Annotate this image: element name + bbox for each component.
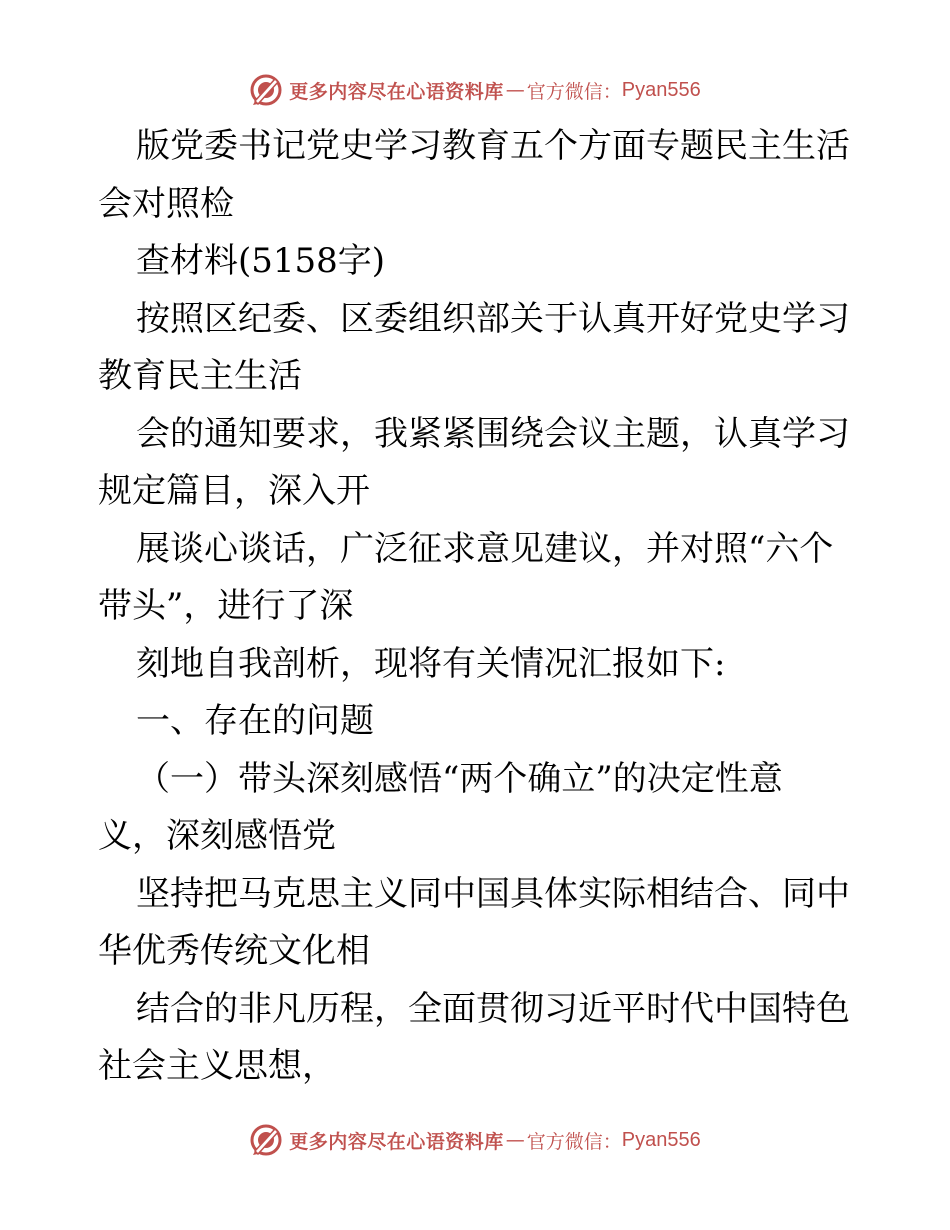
text-line: 坚持把马克思主义同中国具体实际相结合、同中 xyxy=(136,873,850,914)
document-body xyxy=(98,118,858,1096)
watermark-main-text: 更多内容尽在心语资料库 xyxy=(289,80,504,103)
text-line: 按照区纪委、区委组织部关于认真开好党史学习 xyxy=(136,298,850,339)
watermark-wechat-label: 官方微信： xyxy=(526,80,622,103)
pen-logo-icon xyxy=(249,1123,283,1157)
text-line: 会对照检 xyxy=(98,183,234,224)
text-line: 华优秀传统文化相 xyxy=(98,931,370,971)
watermark-wechat-id: Pyan556 xyxy=(621,78,701,101)
text-line: 社会主义思想， xyxy=(98,1046,336,1086)
text-line: 义，深刻感悟党 xyxy=(98,816,336,856)
watermark-dash: — xyxy=(505,79,525,101)
watermark-wechat-label: 官方微信： xyxy=(526,1130,622,1153)
watermark-wechat-id: Pyan556 xyxy=(621,1128,701,1151)
text-line: 带头”，进行了深 xyxy=(98,586,354,626)
watermark-main-text: 更多内容尽在心语资料库 xyxy=(289,1130,504,1153)
text-line: 查材料(5158字) xyxy=(136,241,386,281)
text-line: 会的通知要求，我紧紧围绕会议主题，认真学习 xyxy=(136,413,850,454)
text-line: 版党委书记党史学习教育五个方面专题民主生活 xyxy=(136,126,850,166)
text-line: （一）带头深刻感悟“两个确立”的决定性意 xyxy=(136,758,783,799)
text-line: 刻地自我剖析，现将有关情况汇报如下: xyxy=(136,643,726,684)
text-line: 规定篇目，深入开 xyxy=(98,471,370,511)
text-line: 一、存在的问题 xyxy=(136,701,374,741)
pen-logo-icon xyxy=(249,73,283,107)
text-line: 结合的非凡历程，全面贯彻习近平时代中国特色 xyxy=(136,988,850,1029)
header-watermark xyxy=(0,70,950,110)
footer-watermark xyxy=(0,1120,950,1160)
watermark-dash: — xyxy=(505,1129,525,1151)
text-line: 教育民主生活 xyxy=(98,356,302,396)
text-line: 展谈心谈话，广泛征求意见建议，并对照“六个 xyxy=(136,528,834,569)
